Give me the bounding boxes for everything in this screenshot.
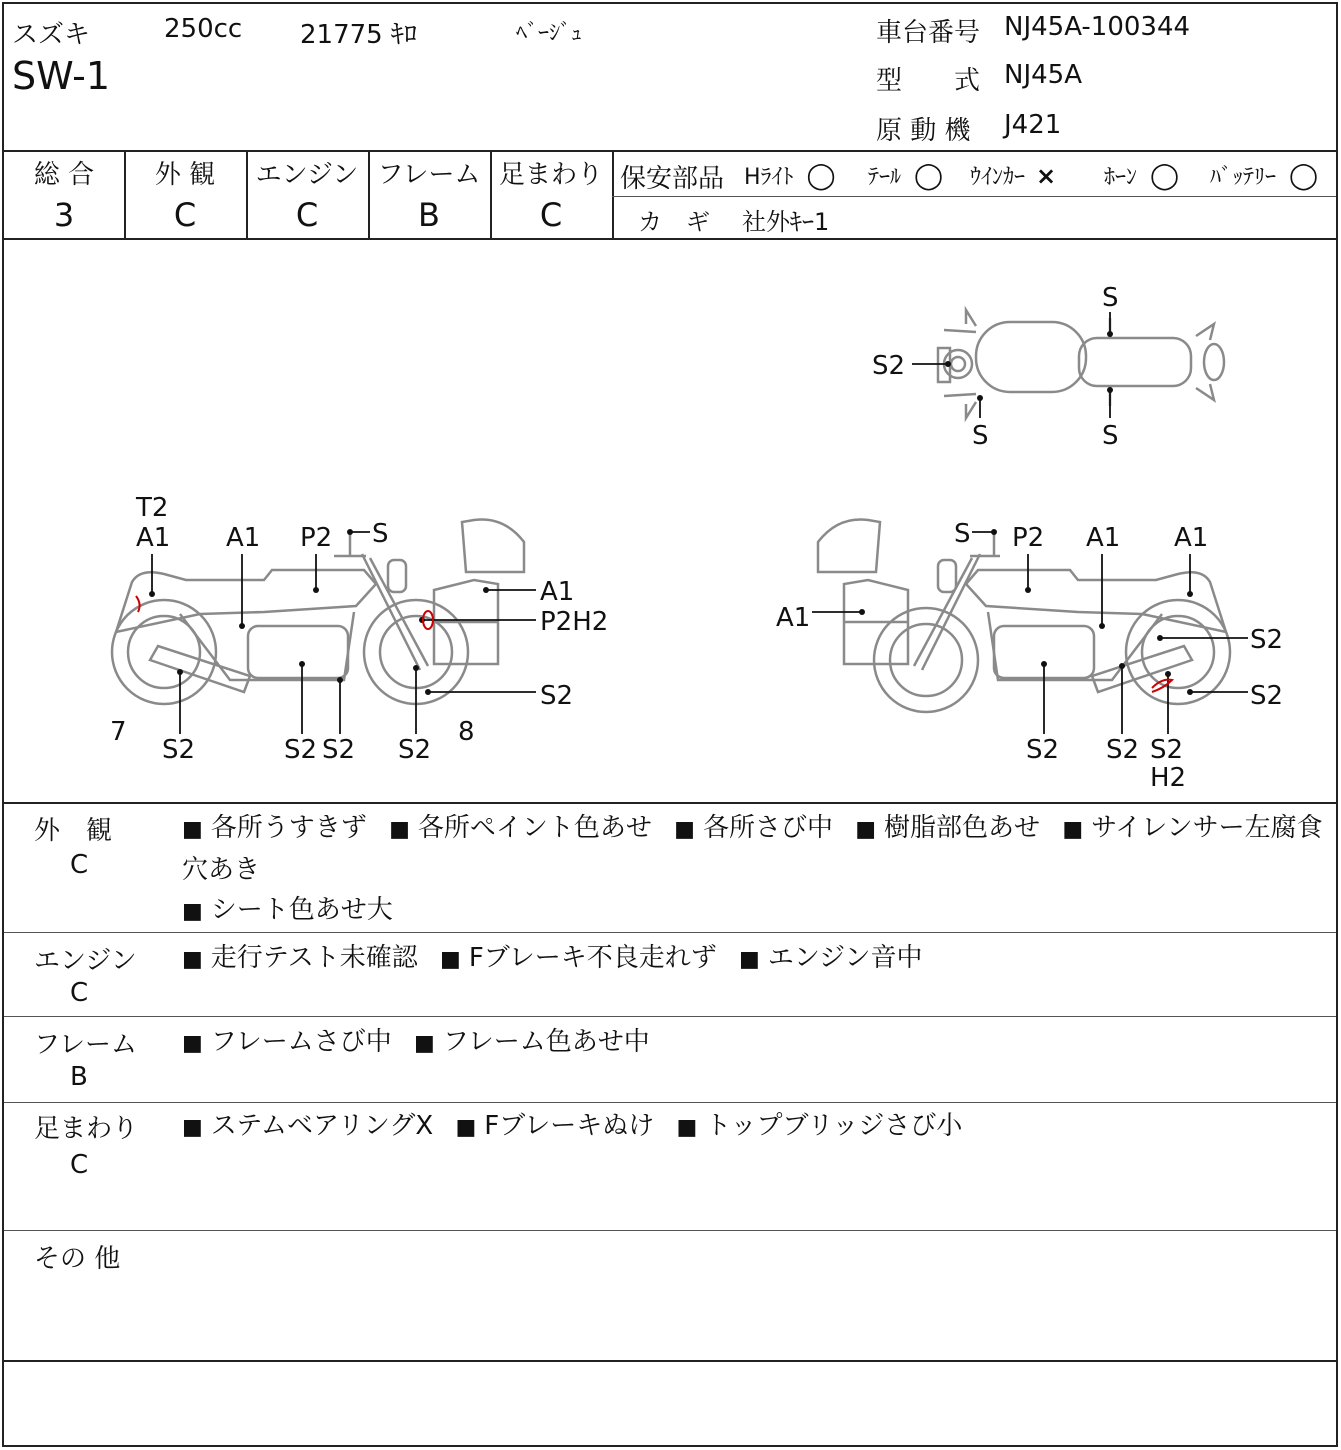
diagram-label: S2 xyxy=(1150,735,1184,765)
diagram-label: P2 xyxy=(300,523,333,553)
color: ﾍﾞｰｼﾞｭ xyxy=(516,21,583,46)
remark: 各所ペイント色あせ xyxy=(417,813,652,843)
safety-item-name: ﾎｰﾝ xyxy=(1104,165,1138,190)
section-exterior-grade: C xyxy=(70,850,89,880)
diagram-label: H2 xyxy=(1150,763,1187,793)
diagram-label: T2 xyxy=(136,493,169,523)
safety-item xyxy=(970,160,1056,191)
remark: サイレンサー左腐食穴あき xyxy=(182,813,1323,885)
diagram-label: A1 xyxy=(1174,523,1209,553)
frame-no: NJ45A-100344 xyxy=(1004,12,1191,42)
top-view-labels xyxy=(872,283,1119,451)
diagram-label: S2 xyxy=(162,735,196,765)
section-engine-label: エンジン xyxy=(34,946,137,976)
bullet-icon: ■ xyxy=(182,817,203,842)
diagram-label: S2 xyxy=(1250,681,1284,711)
diagram-label: P2H2 xyxy=(540,607,609,637)
safety-item-name: ﾊﾞｯﾃﾘｰ xyxy=(1210,165,1277,190)
diagram-label: P2 xyxy=(1012,523,1045,553)
grade-overall-value: 3 xyxy=(53,196,75,234)
grade-engine-value: C xyxy=(295,196,319,234)
remark: トップブリッジさび小 xyxy=(705,1111,963,1141)
bullet-icon: ■ xyxy=(440,947,461,972)
safety-item-status: ◯ xyxy=(914,161,944,191)
safety-item xyxy=(868,160,943,191)
diagram-label: S xyxy=(1102,283,1119,313)
engine-value: J421 xyxy=(1004,110,1062,140)
remark: フレーム色あせ中 xyxy=(442,1027,650,1057)
remark: エンジン音中 xyxy=(767,943,923,973)
bullet-icon: ■ xyxy=(676,1115,698,1140)
diagram-label: S2 xyxy=(1250,625,1284,655)
divider xyxy=(4,1360,1336,1362)
diagram-label: A1 xyxy=(1086,523,1121,553)
safety-item xyxy=(1104,160,1179,191)
divider xyxy=(4,1016,1336,1017)
key-value: 社外ｷｰ1 xyxy=(742,208,830,236)
diagram-label: A1 xyxy=(226,523,261,553)
safety-label: 保安部品 xyxy=(620,164,725,194)
diagram-label: S2 xyxy=(398,735,432,765)
diagram-label: A1 xyxy=(776,603,811,633)
remark: 各所うすきず xyxy=(210,813,367,843)
displacement: 250cc xyxy=(164,14,243,44)
safety-item-status: ◯ xyxy=(1289,161,1319,191)
divider xyxy=(612,196,1336,197)
bullet-icon: ■ xyxy=(389,817,410,842)
diagram-label: S2 xyxy=(1026,735,1060,765)
diagram-label: S2 xyxy=(322,735,356,765)
safety-item xyxy=(744,160,836,191)
remark: シート色あせ大 xyxy=(210,895,393,925)
section-suspension-items xyxy=(182,1106,976,1148)
section-other-label: その 他 xyxy=(34,1244,121,1274)
damage-diagram xyxy=(4,240,1338,802)
grade-frame-value: B xyxy=(418,196,440,234)
inspection-sheet xyxy=(2,2,1338,1447)
bullet-icon: ■ xyxy=(182,947,203,972)
diagram-label: S xyxy=(372,519,389,549)
bullet-icon: ■ xyxy=(739,947,760,972)
bullet-icon: ■ xyxy=(182,899,203,924)
remark: Fブレーキ不良走れず xyxy=(468,943,717,973)
section-suspension-grade: C xyxy=(70,1150,89,1180)
divider xyxy=(4,1102,1336,1103)
left-view-labels xyxy=(110,493,608,765)
section-suspension-label: 足まわり xyxy=(34,1114,139,1144)
diagram-label: S2 xyxy=(284,735,318,765)
section-engine-items xyxy=(182,938,937,980)
safety-item-status: ◯ xyxy=(806,161,836,191)
divider xyxy=(4,150,1336,152)
grade-exterior-value: C xyxy=(173,196,197,234)
divider xyxy=(4,1230,1336,1231)
diagram-label: 7 xyxy=(110,717,127,747)
diagram-label: A1 xyxy=(540,577,575,607)
section-frame-items xyxy=(182,1022,664,1064)
model-name: SW-1 xyxy=(12,54,111,98)
key-label: カ ギ xyxy=(638,208,710,236)
safety-item-name: ﾃｰﾙ xyxy=(868,165,902,190)
safety-item xyxy=(1210,160,1318,191)
remark: Fブレーキぬけ xyxy=(484,1111,655,1141)
section-frame-label: フレーム xyxy=(34,1030,137,1060)
diagram-label: A1 xyxy=(136,523,171,553)
remark: 走行テスト未確認 xyxy=(210,943,418,973)
diagram-label: S2 xyxy=(540,681,574,711)
grade-suspension-label: 足まわり xyxy=(498,160,603,190)
safety-item-status: ◯ xyxy=(1150,161,1180,191)
bullet-icon: ■ xyxy=(855,817,877,842)
grade-engine-label: エンジン xyxy=(255,160,359,190)
remark: 樹脂部色あせ xyxy=(884,813,1041,843)
diagram-label: S2 xyxy=(872,351,906,381)
bullet-icon: ■ xyxy=(455,1115,477,1140)
remark: フレームさび中 xyxy=(210,1027,392,1057)
divider xyxy=(612,150,614,238)
bullet-icon: ■ xyxy=(414,1031,435,1056)
remark: ステムベアリングX xyxy=(210,1111,434,1141)
mileage: 21775 ｷﾛ xyxy=(300,20,417,50)
section-engine-grade: C xyxy=(70,978,89,1008)
safety-item-name: Hﾗｲﾄ xyxy=(744,165,794,190)
diagram-label: S xyxy=(972,421,989,451)
diagram-label: S xyxy=(954,519,971,549)
diagram-label: S2 xyxy=(1106,735,1140,765)
divider xyxy=(4,802,1336,804)
diagram-label: 8 xyxy=(458,717,475,747)
bullet-icon: ■ xyxy=(1062,817,1084,842)
top-view-bike xyxy=(938,310,1224,418)
section-exterior-label: 外 観 xyxy=(34,816,113,846)
bullet-icon: ■ xyxy=(182,1031,203,1056)
type-label: 型 式 xyxy=(876,66,981,96)
grade-suspension-value: C xyxy=(539,196,563,234)
section-exterior-items xyxy=(182,808,1336,932)
engine-label: 原 動 機 xyxy=(876,116,971,146)
maker: スズキ xyxy=(12,20,91,50)
section-frame-grade: B xyxy=(70,1062,88,1092)
type-value: NJ45A xyxy=(1004,60,1082,90)
grade-exterior-label: 外 観 xyxy=(154,160,216,190)
grade-frame-label: フレーム xyxy=(377,160,481,190)
bullet-icon: ■ xyxy=(182,1115,203,1140)
right-view-labels xyxy=(776,519,1283,793)
grade-overall-label: 総 合 xyxy=(33,160,95,190)
diagram-label: S xyxy=(1102,421,1119,451)
divider xyxy=(4,932,1336,933)
bullet-icon: ■ xyxy=(674,817,695,842)
safety-item-name: ｳｲﾝｶｰ xyxy=(970,165,1026,190)
frame-no-label: 車台番号 xyxy=(876,18,981,48)
remark: 各所さび中 xyxy=(702,813,833,843)
safety-item-status: × xyxy=(1036,162,1057,190)
